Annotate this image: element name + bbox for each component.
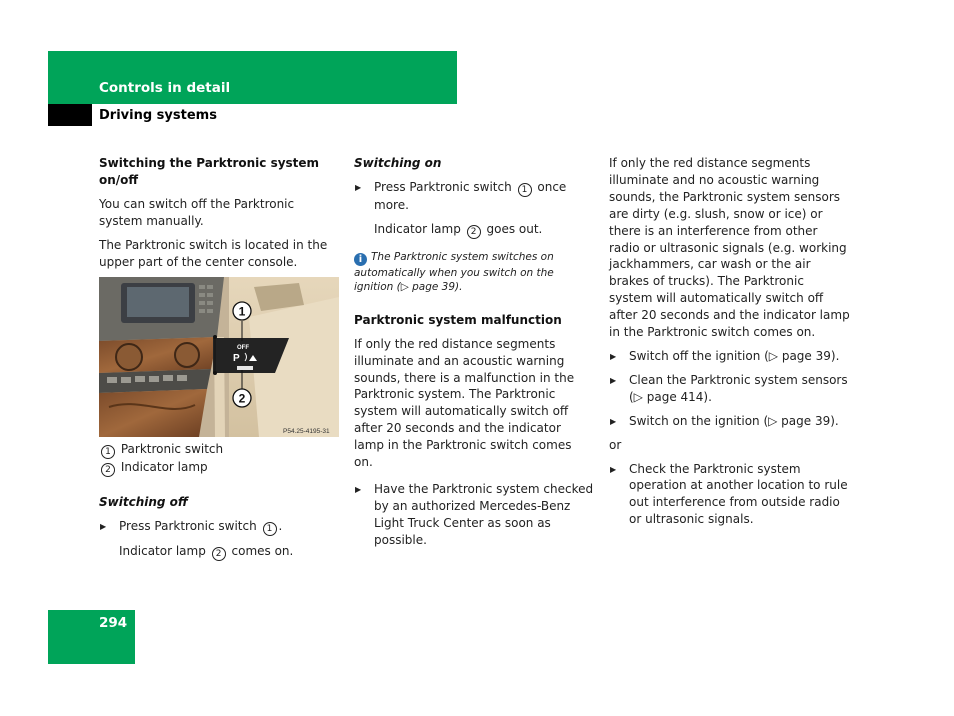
- section-title: Controls in detail: [99, 80, 231, 96]
- step-have-checked: ▶ Have the Parktronic system checked by an authorized Mercedes-Benz Light Truck Center as soon as possible.: [354, 481, 594, 549]
- step-text: Press Parktronic switch: [374, 179, 512, 194]
- result-text-end: goes out.: [486, 221, 543, 236]
- step-number: 1: [263, 522, 277, 536]
- center-console-illustration: [99, 277, 339, 437]
- switch-p-symbol: P: [233, 353, 240, 365]
- column-3: [609, 155, 851, 535]
- paragraph-sensors-dirty: If only the red distance segments illuminate and no acoustic warning sounds, the Parktronic system sensors are dirty (e.g. slush, snow or ice) or there is an interference from other radio or ultrasonic signals (e.g. working jackhammers, car wash or the air brakes of trucks). The Parktronic system will automatically switch off after 20 seconds and the indicator lamp in the Parktronic switch comes on.: [609, 156, 850, 340]
- paragraph-manual-switch-off: You can switch off the Parktronic system manually.: [99, 196, 295, 228]
- step-ignition-off: ▶ Switch off the ignition (▷ page 39).: [609, 348, 851, 365]
- center-console-figure: [99, 277, 339, 437]
- legend-item: [99, 459, 339, 477]
- column-2: [354, 155, 594, 556]
- step-ignition-on: ▶ Switch on the ignition (▷ page 39).: [609, 413, 851, 430]
- result-text-end: comes on.: [231, 544, 294, 559]
- subsection-title: Driving systems: [99, 108, 217, 123]
- heading-malfunction: Parktronic system malfunction: [354, 312, 562, 327]
- heading-switching-on: Switching on: [354, 156, 442, 170]
- header-tab-marker: [48, 104, 92, 126]
- step-text: Press Parktronic switch: [119, 519, 257, 534]
- step-press-switch-off: [99, 518, 339, 536]
- step-punctuation: .: [278, 519, 283, 534]
- result-text: Indicator lamp: [119, 544, 206, 559]
- info-note: [354, 250, 594, 295]
- info-note-text: The Parktronic system switches on automatically when you switch on the ignition (▷ page 39).: [354, 250, 554, 294]
- indicator-lamp: [237, 366, 253, 370]
- callout-2: 2: [238, 391, 246, 406]
- header-bar: [48, 51, 457, 104]
- switch-off-label: OFF: [237, 345, 249, 352]
- step-clean-sensors: ▶ Clean the Parktronic system sensors (▷ page 414).: [609, 372, 851, 406]
- legend-text: Indicator lamp: [120, 460, 208, 475]
- callout-1: 1: [238, 304, 246, 319]
- paragraph-malfunction: If only the red distance segments illuminate and an acoustic warning sounds, there is a malfunction in the Parktronic system. The Parktronic system will automatically switch off after 20 seconds and the indicator lamp in the Parktronic switch comes on.: [354, 336, 575, 470]
- legend-number: 1: [101, 445, 115, 459]
- result-text: Indicator lamp: [374, 221, 461, 236]
- step-check-other-location: ▶ Check the Parktronic system operation at another location to rule out interference from outside radio or ultrasonic signals.: [609, 461, 851, 529]
- legend-item: [99, 441, 339, 459]
- or-separator: or: [609, 437, 622, 452]
- result-number: 2: [212, 547, 226, 561]
- figure-code: P54.25-4195-31: [283, 428, 330, 436]
- result-lamp-goes-out: [354, 221, 594, 239]
- paragraph-switch-location: The Parktronic switch is located in the upper part of the center console.: [99, 237, 328, 269]
- step-press-switch-on: [354, 179, 594, 214]
- legend-text: Parktronic switch: [120, 442, 224, 457]
- step-number: 1: [518, 183, 532, 197]
- page-number: 294: [99, 615, 128, 631]
- column-1: [99, 155, 339, 568]
- heading-switching-parktronic: Switching the Parktronic system on/off: [99, 156, 320, 187]
- info-icon: i: [354, 253, 367, 266]
- result-lamp-comes-on: [99, 543, 339, 561]
- result-number: 2: [467, 225, 481, 239]
- legend-number: 2: [101, 463, 115, 477]
- heading-switching-off: Switching off: [99, 495, 188, 510]
- step-text-end: once more.: [374, 179, 567, 212]
